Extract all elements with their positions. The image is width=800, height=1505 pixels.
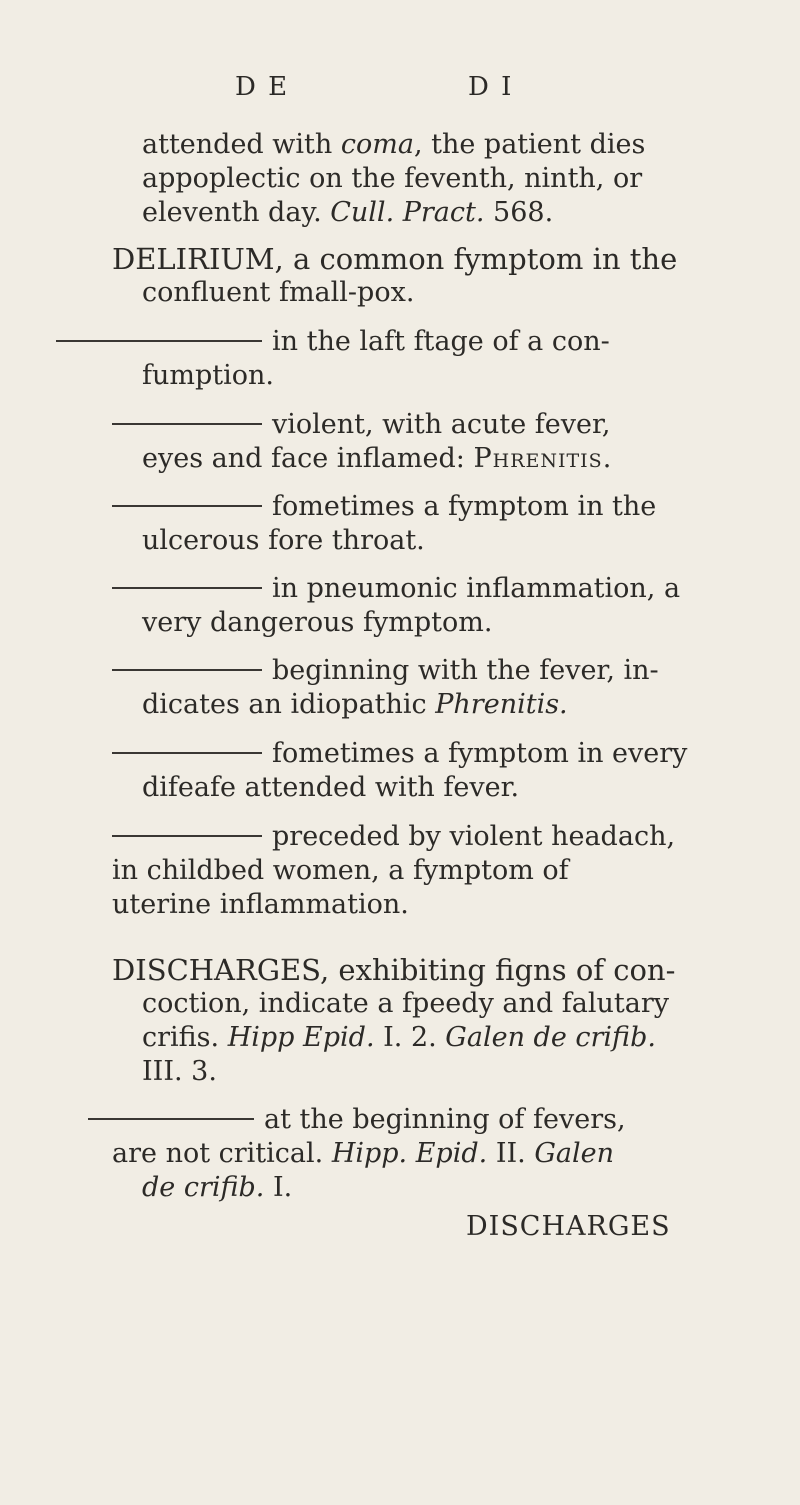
ditto-dash (112, 752, 262, 754)
continuation-line (112, 654, 659, 688)
ditto-dash (112, 587, 262, 589)
ditto-dash (112, 423, 262, 425)
text-line: attended with coma, the patient dies (142, 129, 646, 160)
text-line: eleventh day. Cull. Pract. 568. (142, 197, 554, 228)
entry-heading-line: DELIRIUM, a common fymptom in the (112, 242, 678, 276)
continuation-line (112, 737, 687, 771)
continuation-line (112, 572, 680, 606)
continuation-line (112, 820, 675, 854)
continuation-line (112, 408, 610, 442)
ditto-dash (112, 505, 262, 507)
text-line: eyes and face inflamed: Phrenitis. (142, 443, 613, 474)
ditto-dash (112, 669, 262, 671)
running-head-right: D I (468, 72, 514, 102)
text-line: fumption. (142, 360, 274, 391)
line-text: fometimes a fymptom in every (272, 738, 688, 769)
text-line: very dangerous fymptom. (142, 607, 493, 638)
line-text: preceded by violent headach, (272, 821, 676, 852)
line-text: violent, with acute fever, (272, 409, 611, 440)
line-text: beginning with the fever, in- (272, 655, 659, 686)
line-text: in the laft ftage of a con- (272, 326, 610, 357)
line-text: at the beginning of fevers, (264, 1104, 626, 1135)
running-head-left: D E (235, 72, 290, 102)
text-line: crifis. Hipp Epid. I. 2. Galen de crifib. (142, 1022, 656, 1053)
text-line: coction, indicate a fpeedy and falutary (142, 988, 669, 1019)
continuation-line (112, 490, 656, 524)
entry-heading-line: DISCHARGES, exhibiting figns of con- (112, 953, 676, 987)
ditto-dash (56, 340, 262, 342)
text-line: de crifib. I. (142, 1172, 293, 1203)
continuation-line (88, 1103, 626, 1137)
text-line: confluent fmall-pox. (142, 277, 415, 308)
line-text: fometimes a fymptom in the (272, 491, 657, 522)
ditto-dash (88, 1118, 254, 1120)
text-line: ulcerous fore throat. (142, 525, 425, 556)
text-line: III. 3. (142, 1056, 217, 1087)
text-line: are not critical. Hipp. Epid. II. Galen (112, 1138, 614, 1169)
text-line: in childbed women, a fymptom of (112, 855, 569, 886)
continuation-line (56, 325, 610, 359)
text-line: appoplectic on the feventh, ninth, or (142, 163, 643, 194)
text-line: difeafe attended with fever. (142, 772, 520, 803)
ditto-dash (112, 835, 262, 837)
line-text: in pneumonic inflammation, a (272, 573, 681, 604)
text-line: dicates an idiopathic Phrenitis. (142, 689, 568, 720)
catchword: DISCHARGES (466, 1211, 671, 1242)
text-line: uterine inflammation. (112, 889, 409, 920)
